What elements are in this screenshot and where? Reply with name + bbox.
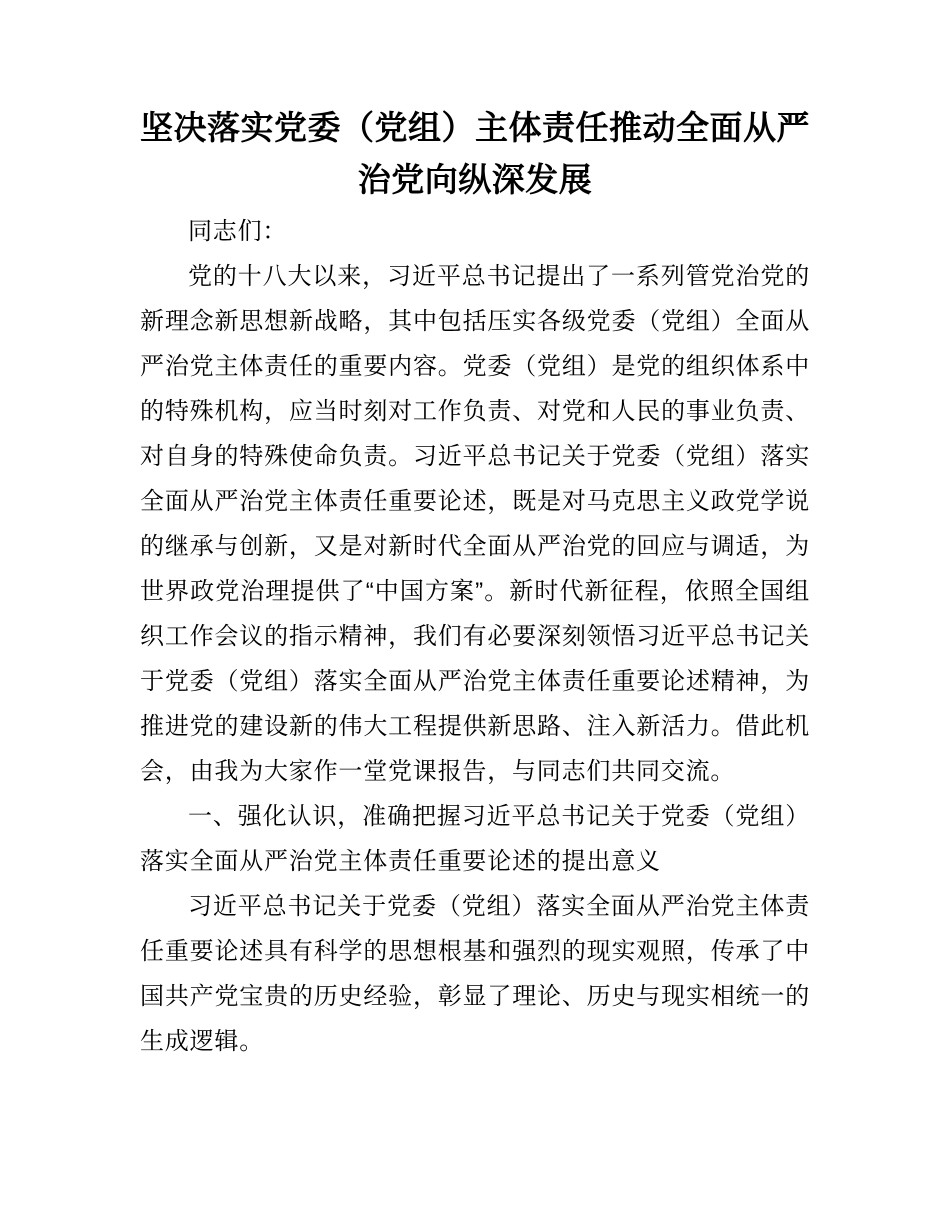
document-title: 坚决落实党委（党组）主体责任推动全面从严治党向纵深发展 xyxy=(140,109,810,198)
body-paragraph-2: 习近平总书记关于党委（党组）落实全面从严治党主体责任重要论述具有科学的思想根基和强烈的现实观照，传承了中国共产党宝贵的历史经验，彰显了理论、历史与现实相统一的生成逻辑。 xyxy=(140,893,810,1055)
document-body xyxy=(140,209,810,1064)
section-heading-1: 一、强化认识，准确把握习近平总书记关于党委（党组）落实全面从严治党主体责任重要论述的提出意义 xyxy=(140,803,810,875)
salutation: 同志们： xyxy=(188,218,288,245)
body-paragraph-1: 党的十八大以来，习近平总书记提出了一系列管党治党的新理念新思想新战略，其中包括压实各级党委（党组）全面从严治党主体责任的重要内容。党委（党组）是党的组织体系中的特殊机构，应当时刻对工作负责、对党和人民的事业负责、对自身的特殊使命负责。习近平总书记关于党委（党组）落实全面从严治党主体责任重要论述，既是对马克思主义政党学说的继承与创新，又是对新时代全面从严治党的回应与调适，为世界政党治理提供了“中国方案”。新时代新征程，依照全国组织工作会议的指示精神，我们有必要深刻领悟习近平总书记关于党委（党组）落实全面从严治党主体责任重要论述精神，为推进党的建设新的伟大工程提供新思路、注入新活力。借此机会，由我为大家作一堂党课报告，与同志们共同交流。 xyxy=(140,263,810,785)
